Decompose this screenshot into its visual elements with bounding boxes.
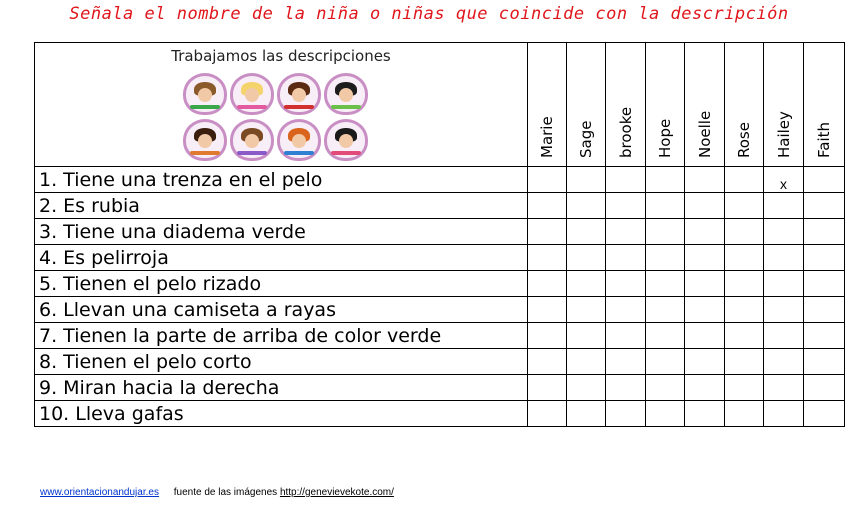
face (292, 88, 306, 102)
name-header-faith (804, 43, 845, 167)
girl-icon-4 (324, 73, 368, 115)
answer-cell[interactable] (528, 219, 567, 245)
answer-cell[interactable] (725, 271, 764, 297)
answer-cell[interactable] (685, 375, 725, 401)
answer-cell[interactable] (606, 245, 646, 271)
answer-cell[interactable] (725, 167, 764, 193)
name-header-hope (646, 43, 685, 167)
answer-cell[interactable] (646, 245, 685, 271)
description-text: 8. Tienen el pelo corto (35, 349, 528, 375)
answer-cell[interactable] (685, 323, 725, 349)
answer-cell[interactable] (528, 297, 567, 323)
answer-cell[interactable] (528, 193, 567, 219)
girl-icon-6 (230, 119, 274, 161)
name-label: Rose (735, 122, 753, 158)
name-header-brooke (606, 43, 646, 167)
table-row (35, 349, 845, 375)
face (245, 88, 259, 102)
answer-cell[interactable] (567, 323, 606, 349)
shirt (237, 151, 267, 155)
answer-cell[interactable] (804, 297, 845, 323)
descriptions-table (34, 42, 845, 427)
description-text: 10. Lleva gafas (35, 401, 528, 427)
images-header-cell (35, 43, 528, 167)
answer-cell[interactable] (606, 167, 646, 193)
answer-cell[interactable] (764, 349, 804, 375)
shirt (284, 151, 314, 155)
answer-cell[interactable] (606, 297, 646, 323)
table-row (35, 271, 845, 297)
answer-cell[interactable] (528, 323, 567, 349)
answer-cell[interactable] (804, 167, 845, 193)
name-header-rose (725, 43, 764, 167)
answer-cell[interactable] (646, 167, 685, 193)
description-text: 9. Miran hacia la derecha (35, 375, 528, 401)
answer-cell[interactable] (685, 167, 725, 193)
description-text: 5. Tienen el pelo rizado (35, 271, 528, 297)
shirt (237, 105, 267, 109)
answer-cell[interactable] (606, 271, 646, 297)
answer-cell[interactable] (804, 219, 845, 245)
answer-cell[interactable] (725, 219, 764, 245)
answer-cell[interactable] (567, 349, 606, 375)
name-label: Hailey (774, 111, 793, 158)
name-header-sage (567, 43, 606, 167)
description-text: 4. Es pelirroja (35, 245, 528, 271)
answer-cell[interactable] (804, 323, 845, 349)
answer-cell[interactable] (567, 271, 606, 297)
answer-cell[interactable] (606, 193, 646, 219)
description-text: 2. Es rubia (35, 193, 528, 219)
source-label: fuente de las imágenes (173, 487, 278, 498)
answer-cell[interactable] (764, 193, 804, 219)
table-row (35, 375, 845, 401)
girl-icon-3 (277, 73, 321, 115)
answer-cell[interactable] (646, 401, 685, 427)
images-caption: Trabajamos las descripciones (171, 47, 391, 65)
answer-cell[interactable] (528, 271, 567, 297)
name-label: Sage (577, 120, 595, 158)
shirt (284, 105, 314, 109)
image-source (174, 487, 394, 498)
face (198, 134, 212, 148)
answer-cell[interactable] (646, 271, 685, 297)
answer-cell[interactable] (646, 297, 685, 323)
answer-cell[interactable] (764, 401, 804, 427)
answer-cell[interactable]: x (764, 167, 804, 193)
face (339, 88, 353, 102)
footer (40, 487, 394, 498)
answer-cell[interactable] (764, 375, 804, 401)
answer-cell[interactable] (606, 401, 646, 427)
answer-cell[interactable] (685, 245, 725, 271)
face (292, 134, 306, 148)
girl-icon-8 (324, 119, 368, 161)
name-header-marie (528, 43, 567, 167)
source-link[interactable]: http://genevievekote.com/ (279, 487, 394, 498)
answer-cell[interactable] (725, 193, 764, 219)
description-text: 1. Tiene una trenza en el pelo (35, 167, 528, 193)
answer-cell[interactable] (606, 349, 646, 375)
answer-cell[interactable] (725, 375, 764, 401)
shirt (190, 105, 220, 109)
answer-cell[interactable] (528, 167, 567, 193)
face (198, 88, 212, 102)
answer-cell[interactable] (725, 349, 764, 375)
answer-cell[interactable] (606, 323, 646, 349)
name-label: Noelle (695, 110, 714, 158)
table-row (35, 323, 845, 349)
answer-cell[interactable] (764, 245, 804, 271)
table-row (35, 401, 845, 427)
answer-cell[interactable] (685, 219, 725, 245)
answer-cell[interactable] (567, 219, 606, 245)
face (339, 134, 353, 148)
answer-cell[interactable] (764, 219, 804, 245)
name-label: Hope (656, 118, 674, 158)
answer-cell[interactable] (804, 349, 845, 375)
answer-cell[interactable] (725, 323, 764, 349)
table-row (35, 219, 845, 245)
name-label: Marie (538, 116, 556, 158)
answer-cell[interactable] (804, 375, 845, 401)
girl-icon-2 (230, 73, 274, 115)
description-text: 7. Tienen la parte de arriba de color verde (35, 323, 528, 349)
answer-cell[interactable] (804, 193, 845, 219)
table-row (35, 297, 845, 323)
answer-cell[interactable] (567, 245, 606, 271)
answer-cell[interactable] (725, 401, 764, 427)
girls-images (183, 73, 387, 165)
girl-icon-5 (183, 119, 227, 161)
answer-cell[interactable] (764, 323, 804, 349)
answer-cell[interactable] (646, 323, 685, 349)
answer-cell[interactable] (764, 297, 804, 323)
name-label: Faith (815, 122, 833, 158)
answer-cell[interactable] (606, 375, 646, 401)
shirt (190, 151, 220, 155)
girl-icon-1 (183, 73, 227, 115)
answer-cell[interactable] (685, 349, 725, 375)
worksheet-title: Señala el nombre de la niña o niñas que coincide con la descripción (69, 4, 789, 24)
shirt (331, 151, 361, 155)
answer-cell[interactable] (764, 271, 804, 297)
answer-cell[interactable] (685, 297, 725, 323)
answer-cell[interactable] (567, 193, 606, 219)
description-text: 6. Llevan una camiseta a rayas (35, 297, 528, 323)
answer-cell[interactable] (567, 401, 606, 427)
answer-cell[interactable] (804, 245, 845, 271)
name-header-hailey (764, 43, 804, 167)
answer-cell[interactable] (528, 349, 567, 375)
answer-cell[interactable] (685, 271, 725, 297)
answer-cell[interactable] (606, 219, 646, 245)
answer-cell[interactable] (725, 245, 764, 271)
description-text: 3. Tiene una diadema verde (35, 219, 528, 245)
answer-cell[interactable] (804, 401, 845, 427)
shirt (331, 105, 361, 109)
answer-cell[interactable] (725, 297, 764, 323)
answer-cell[interactable] (804, 271, 845, 297)
answer-cell[interactable] (567, 375, 606, 401)
site-link[interactable]: www.orientacionandujar.es (40, 487, 159, 498)
answer-cell[interactable] (685, 401, 725, 427)
name-label: brooke (616, 106, 635, 158)
answer-cell[interactable] (646, 349, 685, 375)
answer-cell[interactable] (685, 193, 725, 219)
answer-cell[interactable] (528, 245, 567, 271)
answer-cell[interactable] (528, 401, 567, 427)
table-row (35, 193, 845, 219)
answer-cell[interactable] (646, 375, 685, 401)
answer-cell[interactable] (646, 219, 685, 245)
table-row (35, 167, 845, 193)
answer-cell[interactable] (528, 375, 567, 401)
name-header-noelle (685, 43, 725, 167)
table-row (35, 245, 845, 271)
girl-icon-7 (277, 119, 321, 161)
answer-cell[interactable] (646, 193, 685, 219)
answer-cell[interactable] (567, 297, 606, 323)
face (245, 134, 259, 148)
answer-cell[interactable] (567, 167, 606, 193)
